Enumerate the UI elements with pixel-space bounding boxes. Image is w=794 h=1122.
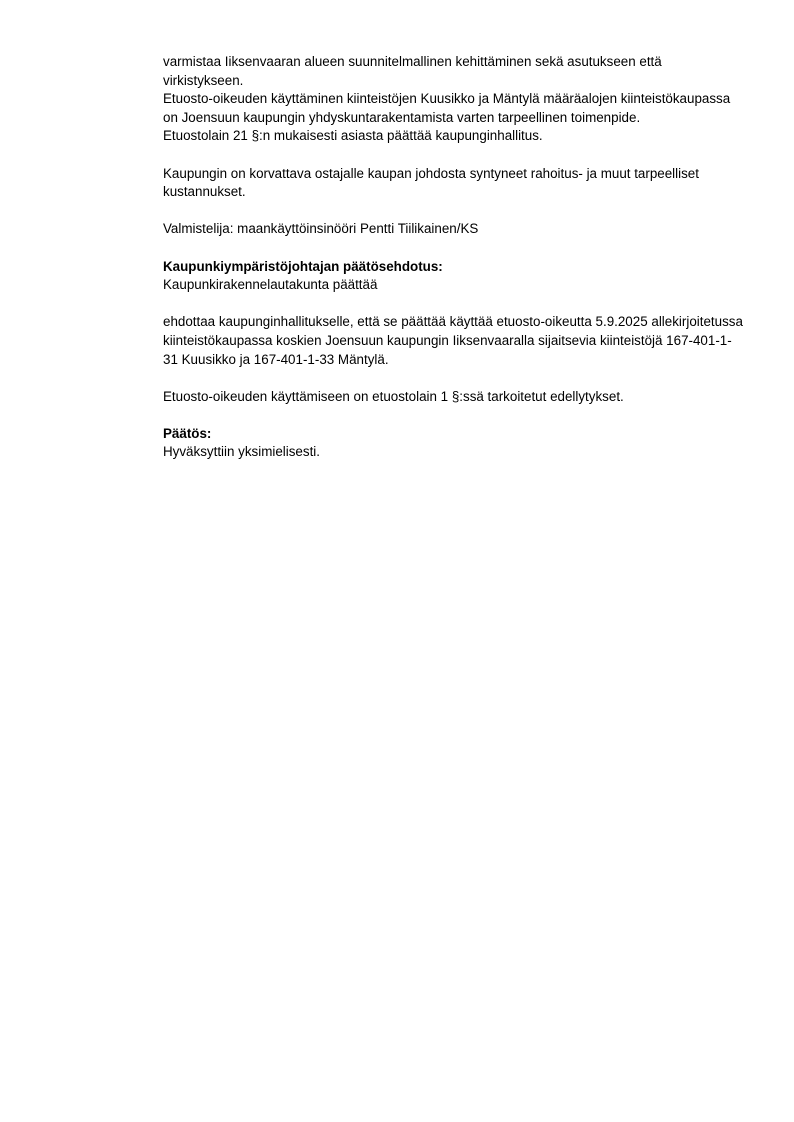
spacer — [163, 406, 743, 425]
decision-heading: Päätös: — [163, 425, 212, 441]
decision-section — [163, 425, 743, 462]
costs-paragraph: Kaupungin on korvattava ostajalle kaupan johdosta syntyneet rahoitus- ja muut tarpeelliset kustannukset. — [163, 165, 699, 200]
proposal-condition-paragraph: Etuosto-oikeuden käyttämiseen on etuostolain 1 §:ssä tarkoitetut edellytykset. — [163, 388, 624, 404]
proposal-section — [163, 258, 743, 407]
proposal-heading: Kaupunkiympäristöjohtajan päätösehdotus: — [163, 258, 443, 274]
spacer — [163, 239, 743, 258]
spacer — [163, 369, 743, 388]
intro-section — [163, 53, 743, 146]
preparer-line: Valmistelija: maankäyttöinsinööri Pentti Tiilikainen/KS — [163, 221, 479, 237]
decision-text: Hyväksyttiin yksimielisesti. — [163, 444, 320, 460]
intro-line-3: Etuostolain 21 §:n mukaisesti asiasta päättää kaupunginhallitus. — [163, 128, 543, 144]
proposal-body-paragraph: ehdottaa kaupunginhallitukselle, että se päättää käyttää etuosto-oikeutta 5.9.2025 allekirjoitetussa kiinteistökaupassa koskien Joensuun kaupungin Iiksenvaaralla sijaitsevia kiinteistöjä 167-401-1-31 Kuusikko ja 167-401-1-33 Mäntylä. — [163, 314, 743, 367]
spacer — [163, 295, 743, 314]
spacer — [163, 146, 743, 165]
spacer — [163, 202, 743, 221]
document-page — [163, 53, 743, 462]
proposal-body-line: Kaupunkirakennelautakunta päättää — [163, 277, 378, 293]
intro-line-1: varmistaa Iiksenvaaran alueen suunnitelmallinen kehittäminen sekä asutukseen että virkistykseen. — [163, 54, 662, 88]
intro-line-2: Etuosto-oikeuden käyttäminen kiinteistöjen Kuusikko ja Mäntylä määräalojen kiinteistökaupassa on Joensuun kaupungin yhdyskuntarakentamista varten tarpeellinen toimenpide. — [163, 91, 731, 125]
